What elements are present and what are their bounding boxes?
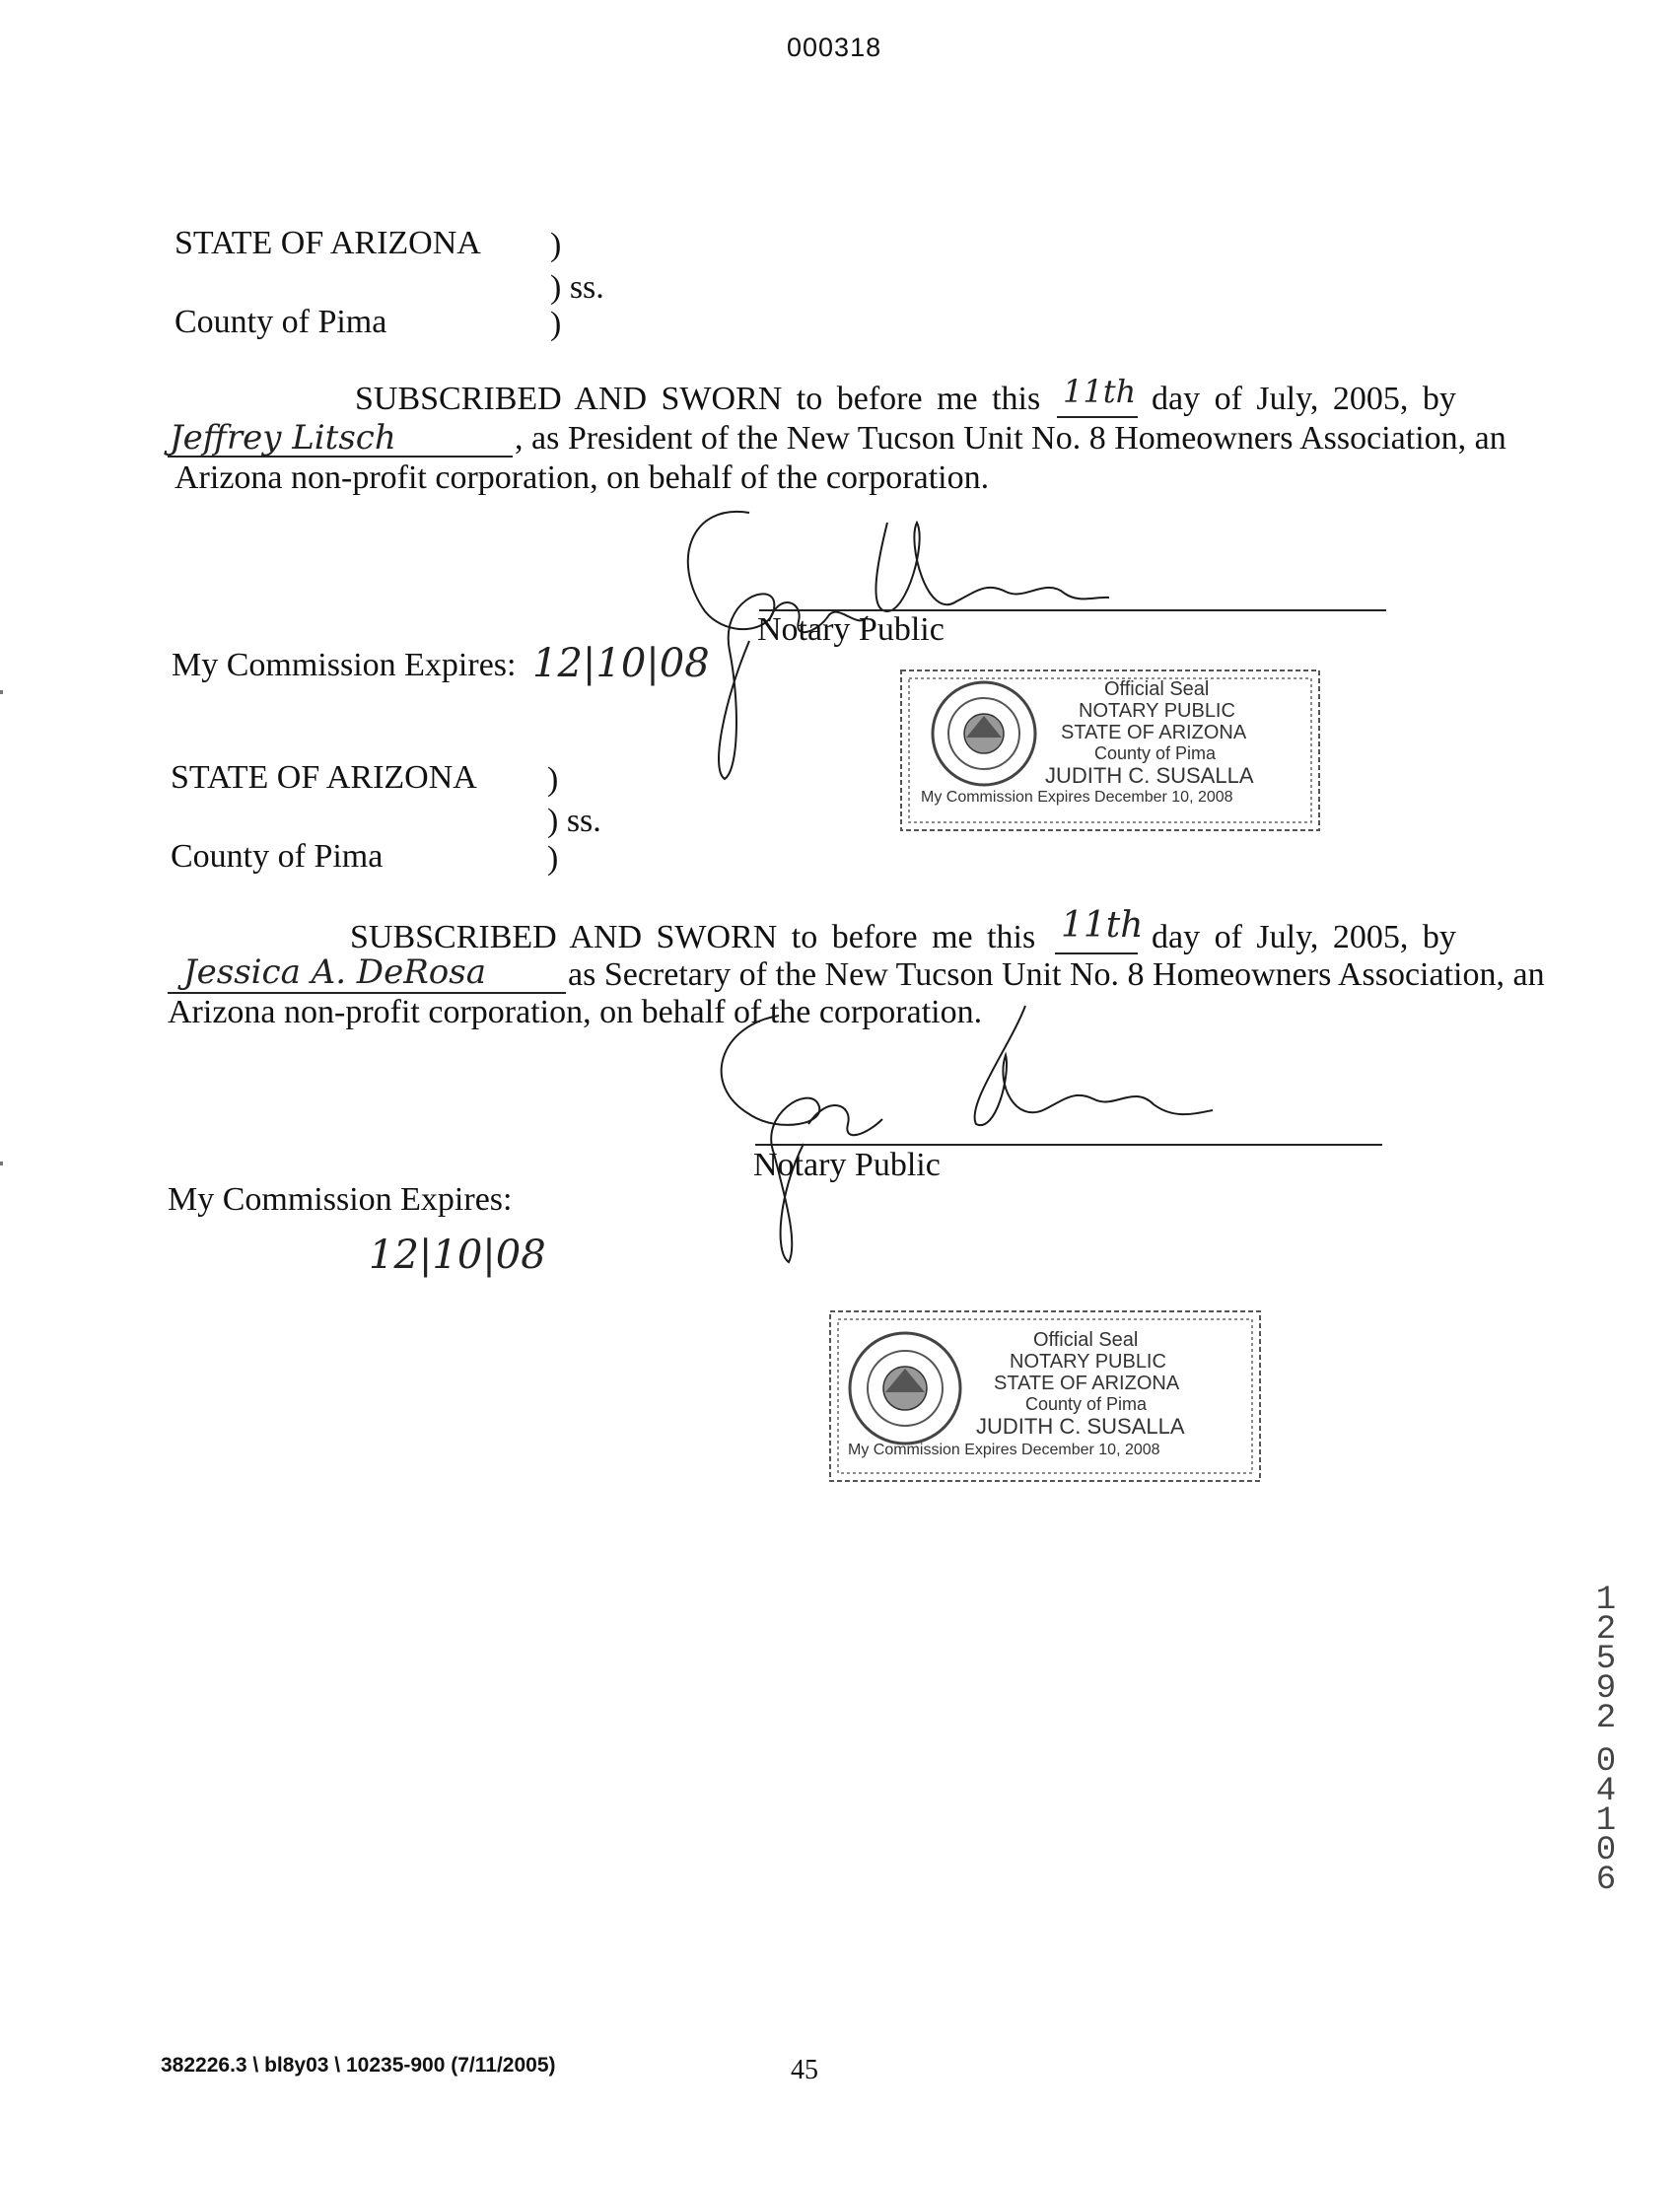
venue-county: County of Pima <box>175 304 387 340</box>
day-blank <box>1055 952 1138 954</box>
handwritten-day: 11th <box>1063 373 1137 410</box>
handwritten-name: Jeffrey Litsch <box>170 418 396 458</box>
footer-doc-reference: 382226.3 \ bl8y03 \ 10235-900 (7/11/2005) <box>161 2054 556 2077</box>
seal-line: Official Seal <box>1104 678 1210 700</box>
seal-line: County of Pima <box>1025 1394 1148 1414</box>
notary-public-label: Notary Public <box>753 1147 941 1183</box>
venue-ss: ) ss. <box>547 803 601 839</box>
venue-paren: ) <box>550 227 562 263</box>
jurat-text: , as President of the New Tucson Unit No. 8 Homeowners Association, an <box>515 420 1506 457</box>
jurat-text: SUBSCRIBED AND SWORN to before me this <box>350 919 1036 955</box>
seal-line: STATE OF ARIZONA <box>994 1373 1180 1394</box>
seal-line: JUDITH C. SUSALLA <box>1045 763 1254 788</box>
recording-number-vertical <box>1589 1582 1623 1899</box>
day-blank <box>1057 416 1138 418</box>
seal-line: STATE OF ARIZONA <box>1061 722 1247 743</box>
handwritten-commission-date: 12|10|08 <box>369 1233 546 1278</box>
recording-digit: 0 <box>1595 1743 1617 1781</box>
handwritten-day: 11th <box>1061 905 1144 946</box>
notary-signature <box>680 996 1232 1272</box>
handwritten-commission-date: 12|10|08 <box>532 641 710 686</box>
notary-public-label: Notary Public <box>757 611 945 648</box>
venue-county: County of Pima <box>171 838 384 875</box>
jurat-text: SUBSCRIBED AND SWORN to before me this <box>355 381 1041 417</box>
jurat-text: day of July, 2005, by <box>1152 381 1456 417</box>
jurat-text: day of July, 2005, by <box>1152 919 1456 955</box>
notary-seal-stamp <box>826 1307 1264 1485</box>
venue-state: STATE OF ARIZONA <box>175 225 481 261</box>
commission-expires-label: My Commission Expires: <box>172 647 517 683</box>
venue-paren: ) <box>550 306 562 342</box>
seal-line: NOTARY PUBLIC <box>1079 700 1235 722</box>
jurat-text: Arizona non-profit corporation, on behalf of the corporation. <box>175 459 990 496</box>
document-number: 000318 <box>787 33 882 62</box>
recording-digit: 9 <box>1595 1670 1617 1708</box>
recording-digit: 5 <box>1595 1641 1617 1678</box>
seal-line: NOTARY PUBLIC <box>1010 1351 1166 1373</box>
jurat-text: Arizona non-profit corporation, on behalf of the corporation. <box>168 994 983 1030</box>
venue-ss: ) ss. <box>550 269 604 306</box>
recording-digit: 0 <box>1595 1832 1617 1869</box>
page-number: 45 <box>791 2055 818 2085</box>
seal-line: JUDITH C. SUSALLA <box>976 1414 1185 1439</box>
recording-digit: 2 <box>1595 1611 1617 1649</box>
seal-line: Official Seal <box>1033 1329 1139 1351</box>
venue-state: STATE OF ARIZONA <box>171 759 477 796</box>
signature-line <box>755 1144 1382 1146</box>
venue-paren: ) <box>547 761 559 798</box>
seal-line: County of Pima <box>1094 743 1217 763</box>
scan-mark <box>0 1162 3 1165</box>
recording-digit: 6 <box>1595 1862 1617 1899</box>
scan-mark <box>0 690 3 694</box>
recording-digit: 4 <box>1595 1773 1617 1810</box>
commission-expires-label: My Commission Expires: <box>168 1181 513 1218</box>
seal-line: My Commission Expires December 10, 2008 <box>848 1442 1160 1458</box>
seal-line: My Commission Expires December 10, 2008 <box>921 789 1233 806</box>
recording-digit: 1 <box>1595 1582 1617 1619</box>
handwritten-name: Jessica A. DeRosa <box>183 952 486 992</box>
jurat-text: as Secretary of the New Tucson Unit No. 8 Homeowners Association, an <box>568 956 1545 993</box>
venue-paren: ) <box>547 840 559 877</box>
recording-digit: 1 <box>1595 1802 1617 1840</box>
recording-digit: 2 <box>1595 1700 1617 1737</box>
notary-seal-stamp <box>897 667 1323 834</box>
